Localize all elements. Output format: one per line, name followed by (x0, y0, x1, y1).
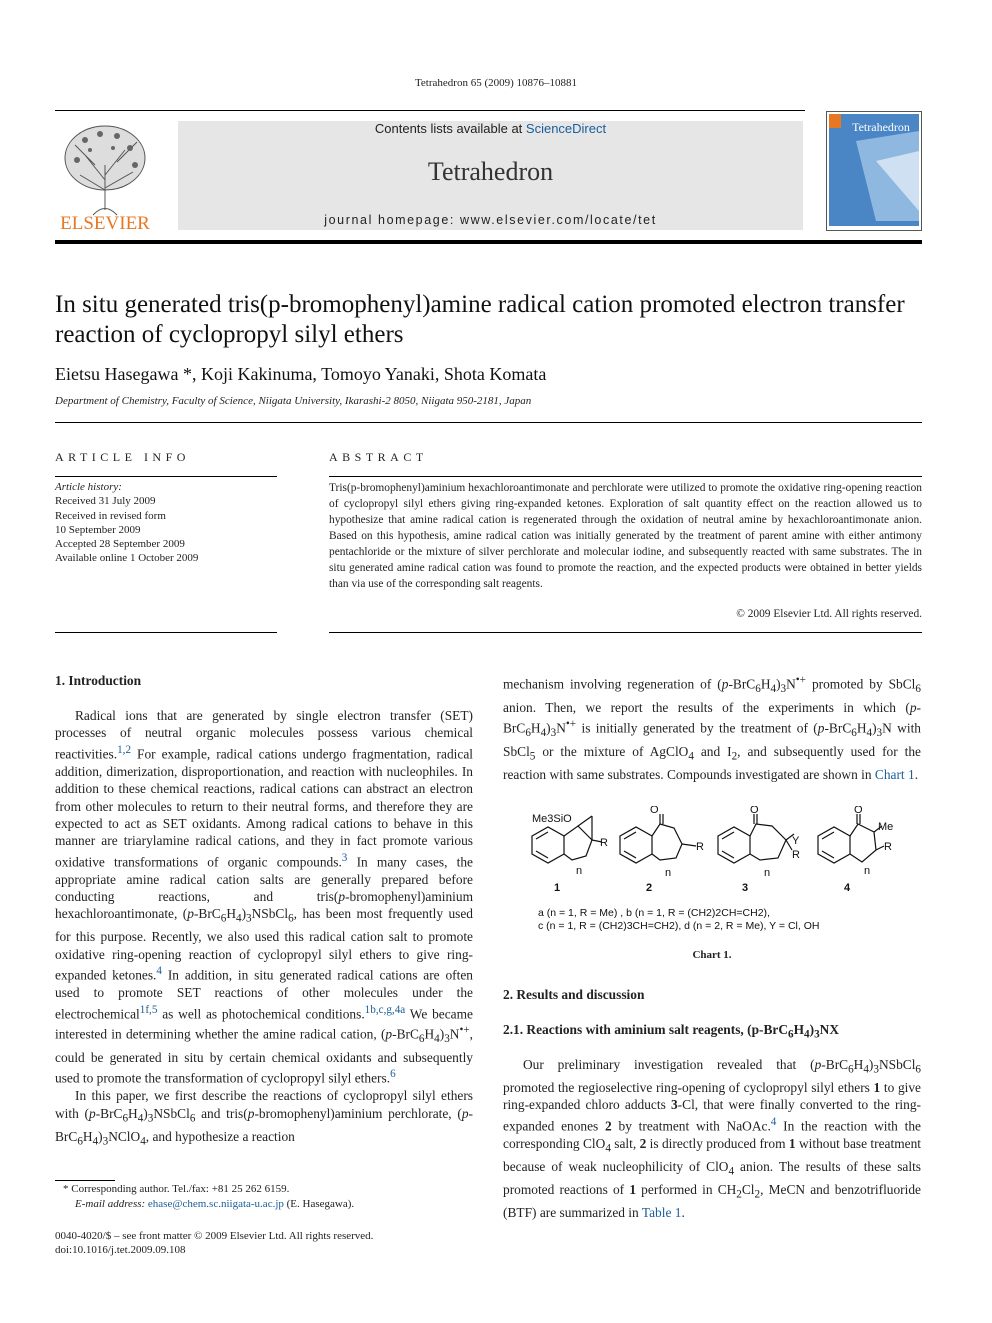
results-body (503, 1056, 921, 1221)
chart-label-n-4: n (864, 865, 871, 877)
chart-label-y-3: Y (792, 835, 800, 847)
abstract-text: Tris(p-bromophenyl)aminium hexachloroantimonate and perchlorate were utilized to promote the oxidative ring-opening reaction of cyclopropyl silyl ethers giving ring-expanded ketones. Exploration of salt quantity effect on the reaction allowed us to hypothesize that amine radical cation is regenerated through the oxidation of neutral amine by hexachloroantimonate anion. Based on this hypothesis, amine radical cation was initially generated by the treatment of parent amine with either antimony pentachloride or the mixture of silver perchlorate and molecular iodine, and subsequently reacted with same substrates. The in situ generated amine radical cation was found to promote the reaction, and the expected products were obtained in better yields than via use of the corresponding salt reagents. (329, 482, 922, 590)
divider (329, 632, 922, 633)
intro-paragraph-1: Radical ions that are generated by single electron transfer (SET) processes of neutral organic molecules possess various chemical reactivities.$^{1,2}$ For example, radical cations undergo fragmentation, radical addition, dimerization, disproportionation, and reaction with nucleophiles. In addition to these chemical reactions, radical cations can abstract an electron from other molecules to return to their neutral forms, and therefore they are expected to act as SET oxidants. Among radical cations to behave in this manner are triarylamine radical cations, and they in fact promote various oxidative transformations of organic compounds.$^3$ In many cases, the appropriate amine radical cation salts are generally prepared before conducting reactions, and tris(p-bromophenyl)aminium hexachloroantimonate, $(p-BrC_6H_4)_3NSbCl_6$, has been most frequently used for this purpose. Recently, we also used this radical cation salt to promote oxidative ring-opening reaction of cyclopropyl silyl ethers to give ring-expanded ketones.$^4$ In addition, in situ generated radical cations are often used to promote SET reactions of other molecules under the electrochemical$^{1f,5}$ as well as photochemical conditions.$^{1b,c,g,4a}$ We became interested in determining whether the amine radical cation, $(p-BrC_6H_4)_3N^{•+}$, could be generated in situ by certain chemical oxidants and subsequently used to promote the transformation of cyclopropyl silyl ethers.$^6$ (55, 708, 474, 1086)
article-info-heading: ARTICLE INFO (55, 450, 190, 464)
chart-1-structures (520, 806, 920, 941)
chart-compound-3: 3 (742, 882, 749, 894)
abstract-copyright: © 2009 Elsevier Ltd. All rights reserved. (736, 608, 922, 620)
history-heading: Article history: (55, 481, 122, 493)
journal-banner (178, 121, 803, 230)
chart-label-o-3: O (750, 806, 759, 816)
divider (55, 632, 277, 633)
results-paragraph-1: Our preliminary investigation revealed that $(p-BrC_6H_4)_3NSbCl_6$ promoted the regioselective ring-opening of cyclopropyl silyl ethers 1 to give ring-expanded chloro adducts 3-Cl, that were finally converted to the ring-expanded enones 2 by treatment with NaOAc.$^4$ In the reaction with the corresponding ClO$_4$ salt, 2 is directly produced from 1 without base treatment because of weak nucleophilicity of ClO$_4$ anion. The results of these salts promoted reactions of 1 performed in $CH_2Cl_2$, MeCN and benzotrifluoride (BTF) are summarized in Table 1. (503, 1057, 922, 1220)
front-matter (55, 1229, 373, 1257)
chart-label-n-1: n (576, 865, 583, 877)
masthead-rule-top (55, 110, 805, 111)
sciencedirect-link[interactable]: ScienceDirect (525, 121, 607, 136)
article-title: In situ generated tris(p-bromophenyl)amine radical cation promoted electron transfer reaction of cyclopropyl silyl ethers (55, 291, 905, 348)
chart-label-n-3: n (764, 867, 771, 879)
masthead-rule-bottom (55, 240, 922, 244)
journal-name: Tetrahedron (427, 157, 554, 186)
divider (55, 476, 277, 477)
table-1-link[interactable]: Table 1 (641, 1205, 682, 1220)
chart-label-o-2: O (650, 806, 659, 816)
footnote (55, 1182, 354, 1212)
history-received: Received 31 July 2009 (55, 495, 156, 508)
history-accepted: Accepted 28 September 2009 (55, 538, 185, 551)
subsection-heading-prefix: 2.1. Reactions with aminium salt reagents, (p-BrC (503, 1022, 789, 1037)
chart-compound-4: 4 (844, 882, 851, 894)
contents-line (178, 121, 803, 136)
chart-label-me3sio: Me3SiO (532, 813, 572, 825)
elsevier-wordmark: ELSEVIER (60, 213, 150, 232)
front-matter-text: 0040-4020/$ – see front matter © 2009 Elsevier Ltd. All rights reserved. (55, 1230, 374, 1242)
introduction-heading: 1. Introduction (55, 673, 142, 688)
history-revised-date: 10 September 2009 (55, 523, 141, 536)
chart-label-r-3: R (792, 849, 800, 861)
abstract-heading: ABSTRACT (329, 450, 428, 464)
chart-legend-line-1: a (n = 1, R = Me) , b (n = 1, R = (CH2)2CH=CH2), (538, 907, 770, 919)
email-note (55, 1197, 354, 1212)
chart-legend-line-2: c (n = 1, R = (CH2)3CH=CH2), d (n = 2, R = Me), Y = Cl, OH (538, 920, 820, 932)
results-heading: 2. Results and discussion (503, 987, 645, 1002)
doi[interactable]: doi:10.1016/j.tet.2009.09.108 (55, 1244, 186, 1256)
subsection-heading-suffix: NX (819, 1022, 840, 1037)
divider (329, 476, 922, 477)
contents-prefix: Contents lists available at (374, 121, 526, 136)
chart-label-o-4: O (854, 806, 863, 816)
journal-cover-thumbnail (826, 111, 922, 231)
introduction-body (55, 707, 473, 1151)
corresponding-author-note: * Corresponding author. Tel./fax: +81 25 262 6159. (63, 1183, 290, 1195)
journal-homepage[interactable]: journal homepage: www.elsevier.com/locate/tet (324, 213, 657, 227)
divider (55, 422, 922, 423)
chart-label-me-4: Me (878, 821, 894, 833)
elsevier-tree-logo (55, 120, 155, 232)
article-history (55, 480, 198, 566)
chart-label-r-2: R (696, 841, 704, 853)
email-link[interactable]: ehase@chem.sc.niigata-u.ac.jp (147, 1198, 284, 1210)
subsection-heading: 2.1. Reactions with aminium salt reagents, $(p-BrC_6H_4)_3NX$ (503, 1022, 840, 1041)
email-label: E-mail address: (75, 1198, 148, 1210)
history-revised: Received in revised form (55, 509, 166, 522)
affiliation: Department of Chemistry, Faculty of Science, Niigata University, Ikarashi-2 8050, Niigata 950-2181, Japan (55, 395, 532, 407)
cover-title: Tetrahedron (852, 120, 910, 134)
chart-1-link[interactable]: Chart 1 (874, 766, 915, 782)
intro-paragraph-2: In this paper, we first describe the reactions of cyclopropyl silyl ethers with $(p-BrC_6H_4)_3NSbCl_6$ and tris(p-bromophenyl)aminium perchlorate, $(p-BrC_6H_4)_3NClO_4$, and hypothesize a reaction (55, 1088, 473, 1148)
chart-label-n-2: n (665, 867, 672, 879)
chart-label-r-4: R (884, 841, 892, 853)
history-online: Available online 1 October 2009 (55, 552, 199, 565)
intro-paragraph-2-cont: mechanism involving regeneration of $(p-BrC_6H_4)_3N^{•+}$ promoted by SbCl$_6$ anion. Then, we report the results of the experiments in which $(p-BrC_6H_4)_3N^{•+}$ is initially generated by the treatment of $(p-BrC_6H_4)_3N$ with SbCl$_5$ or the mixture of AgClO$_4$ and $I_2$, and subsequently used for the reaction with same substrates. Compounds investigated are shown in Chart 1. (503, 674, 921, 782)
chart-label-r-1: R (600, 837, 608, 849)
footnote-rule (55, 1180, 115, 1181)
chart-caption: Chart 1. (692, 949, 732, 961)
introduction-continued (503, 672, 921, 783)
email-suffix: (E. Hasegawa). (283, 1198, 355, 1210)
journal-citation-line: Tetrahedron 65 (2009) 10876–10881 (414, 77, 578, 89)
author-list: Eietsu Hasegawa *, Koji Kakinuma, Tomoyo Yanaki, Shota Komata (55, 364, 547, 384)
chart-compound-1: 1 (554, 882, 561, 894)
chart-compound-2: 2 (646, 882, 653, 894)
